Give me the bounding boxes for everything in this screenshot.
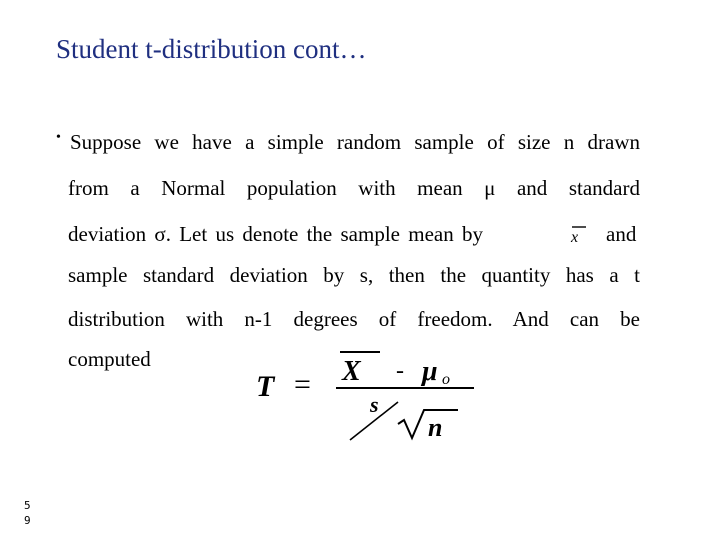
t-statistic-formula: [250, 344, 482, 444]
formula-mu-subscript: o: [442, 371, 450, 388]
formula-denominator-s: s: [370, 392, 379, 417]
bullet-line-3-left: deviation σ. Let us denote the sample mean by: [68, 222, 483, 246]
svg-text:x: x: [571, 229, 579, 246]
slide-number-digit-2: 9: [24, 514, 31, 527]
sample-mean-xbar-icon: [566, 222, 590, 246]
formula-minus: -: [396, 358, 404, 384]
formula-lhs: T: [256, 370, 275, 403]
slide-title: Student t-distribution cont…: [56, 34, 367, 64]
bullet-line-3-right: and: [606, 222, 637, 246]
formula-equals: =: [294, 368, 311, 401]
formula-mu: μ: [422, 356, 438, 387]
bullet-line-4: sample standard deviation by s, then the quantity has a t: [68, 263, 640, 287]
slide-number-digit-1: 5: [24, 499, 31, 512]
slide-number: [24, 498, 31, 528]
bullet-dot-icon: •: [56, 130, 61, 145]
formula-denominator-n: n: [428, 413, 443, 442]
formula-numerator-var: X: [342, 356, 361, 387]
bullet-line-2: from a Normal population with mean μ and standard: [68, 176, 640, 200]
bullet-line-5: distribution with n-1 degrees of freedom. And can be: [68, 307, 640, 331]
bullet-line-1: Suppose we have a simple random sample of size n drawn: [70, 130, 640, 154]
bullet-line-6: computed: [68, 347, 151, 371]
